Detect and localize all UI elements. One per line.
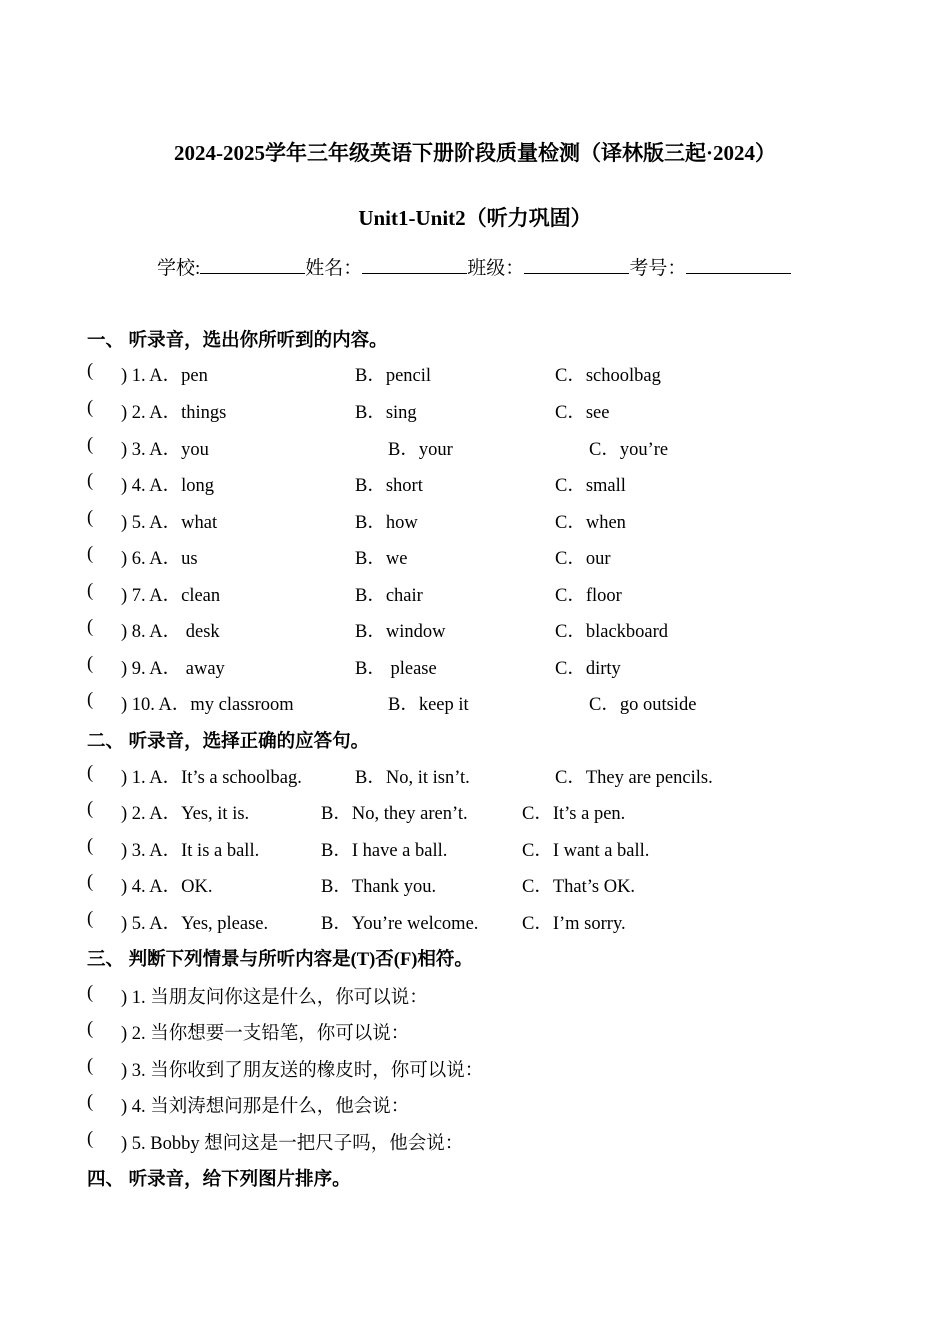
answer-paren[interactable]: ( xyxy=(87,1129,94,1149)
question-option-b: B．window xyxy=(355,622,446,642)
answer-paren[interactable]: ( xyxy=(87,1019,94,1039)
question-option-b: B．Thank you. xyxy=(321,877,437,897)
question-option-c: C．our xyxy=(555,549,611,569)
question-option-a: ) 10. A．my classroom xyxy=(121,695,294,715)
answer-paren[interactable]: ( xyxy=(87,836,94,856)
question-option-a: ) 6. A．us xyxy=(121,549,198,569)
question-option-a: ) 2. A．Yes, it is. xyxy=(121,804,250,824)
answer-paren[interactable]: ( xyxy=(87,361,94,381)
judgement-statement: ) 1. 当朋友问你这是什么，你可以说： xyxy=(121,988,428,1008)
question-option-b: B．your xyxy=(388,440,453,460)
answer-paren[interactable]: ( xyxy=(87,508,94,528)
question-option-b: B．keep it xyxy=(388,695,469,715)
answer-paren[interactable]: ( xyxy=(87,654,94,674)
question-option-c: C．I’m sorry. xyxy=(522,914,626,934)
question-option-a: ) 3. A．you xyxy=(121,440,209,460)
question-option-c: C．It’s a pen. xyxy=(522,804,626,824)
answer-paren[interactable]: ( xyxy=(87,1092,94,1112)
answer-paren[interactable]: ( xyxy=(87,617,94,637)
question-option-c: C．you’re xyxy=(589,440,669,460)
question-option-b: B．sing xyxy=(355,403,417,423)
judgement-statement: ) 2. 当你想要一支铅笔，你可以说： xyxy=(121,1024,410,1044)
school-blank[interactable] xyxy=(200,255,305,274)
judgement-statement: ) 3. 当你收到了朋友送的橡皮时，你可以说： xyxy=(121,1061,484,1081)
question-option-b: B． please xyxy=(355,659,437,679)
answer-paren[interactable]: ( xyxy=(87,435,94,455)
question-option-c: C．That’s OK. xyxy=(522,877,636,897)
answer-paren[interactable]: ( xyxy=(87,799,94,819)
section2-heading: 二、 听录音，选择正确的应答句。 xyxy=(87,732,370,752)
section3-heading: 三、 判断下列情景与所听内容是(T)否(F)相符。 xyxy=(87,950,473,970)
question-option-c: C．schoolbag xyxy=(555,366,661,386)
question-option-a: ) 1. A．It’s a schoolbag. xyxy=(121,768,302,788)
question-option-a: ) 5. A．what xyxy=(121,513,218,533)
exam-number-label: 考号： xyxy=(629,258,687,279)
question-option-c: C．small xyxy=(555,476,626,496)
question-option-c: C．dirty xyxy=(555,659,621,679)
question-option-a: ) 4. A．OK. xyxy=(121,877,213,897)
answer-paren[interactable]: ( xyxy=(87,398,94,418)
student-info-line xyxy=(157,253,791,280)
question-option-c: C．I want a ball. xyxy=(522,841,650,861)
question-option-a: ) 7. A．clean xyxy=(121,586,221,606)
page-title: 2024-2025学年三年级英语下册阶段质量检测（译林版三起·2024） xyxy=(174,141,776,165)
answer-paren[interactable]: ( xyxy=(87,983,94,1003)
question-option-a: ) 4. A．long xyxy=(121,476,215,496)
question-option-a: ) 9. A． away xyxy=(121,659,225,679)
section1-heading: 一、 听录音，选出你所听到的内容。 xyxy=(87,331,388,351)
question-option-a: ) 5. A．Yes, please. xyxy=(121,914,269,934)
question-option-c: C．see xyxy=(555,403,610,423)
judgement-statement: ) 4. 当刘涛想问那是什么，他会说： xyxy=(121,1097,410,1117)
exam-number-blank[interactable] xyxy=(686,255,791,274)
answer-paren[interactable]: ( xyxy=(87,471,94,491)
question-option-a: ) 3. A．It is a ball. xyxy=(121,841,260,861)
question-option-b: B．pencil xyxy=(355,366,432,386)
question-option-a: ) 8. A． desk xyxy=(121,622,220,642)
judgement-statement: ) 5. Bobby 想问这是一把尺子吗，他会说： xyxy=(121,1134,464,1154)
question-option-a: ) 2. A．things xyxy=(121,403,227,423)
answer-paren[interactable]: ( xyxy=(87,872,94,892)
answer-paren[interactable]: ( xyxy=(87,909,94,929)
question-option-a: ) 1. A．pen xyxy=(121,366,208,386)
answer-paren[interactable]: ( xyxy=(87,581,94,601)
question-option-b: B．short xyxy=(355,476,423,496)
question-option-c: C．blackboard xyxy=(555,622,669,642)
school-label: 学校: xyxy=(157,258,201,279)
section4-heading: 四、 听录音，给下列图片排序。 xyxy=(87,1170,351,1190)
question-option-c: C．when xyxy=(555,513,626,533)
name-label: 姓名： xyxy=(305,258,363,279)
answer-paren[interactable]: ( xyxy=(87,690,94,710)
question-option-c: C．go outside xyxy=(589,695,697,715)
question-option-b: B．how xyxy=(355,513,418,533)
question-option-b: B．No, they aren’t. xyxy=(321,804,468,824)
answer-paren[interactable]: ( xyxy=(87,1056,94,1076)
question-option-b: B．chair xyxy=(355,586,423,606)
question-option-b: B．I have a ball. xyxy=(321,841,448,861)
class-blank[interactable] xyxy=(524,255,629,274)
answer-paren[interactable]: ( xyxy=(87,544,94,564)
name-blank[interactable] xyxy=(362,255,467,274)
question-option-c: C．They are pencils. xyxy=(555,768,713,788)
question-option-b: B．You’re welcome. xyxy=(321,914,479,934)
question-option-b: B．we xyxy=(355,549,408,569)
page-subtitle: Unit1-Unit2（听力巩固） xyxy=(358,206,592,230)
class-label: 班级： xyxy=(467,258,525,279)
question-option-c: C．floor xyxy=(555,586,622,606)
answer-paren[interactable]: ( xyxy=(87,763,94,783)
question-option-b: B．No, it isn’t. xyxy=(355,768,470,788)
